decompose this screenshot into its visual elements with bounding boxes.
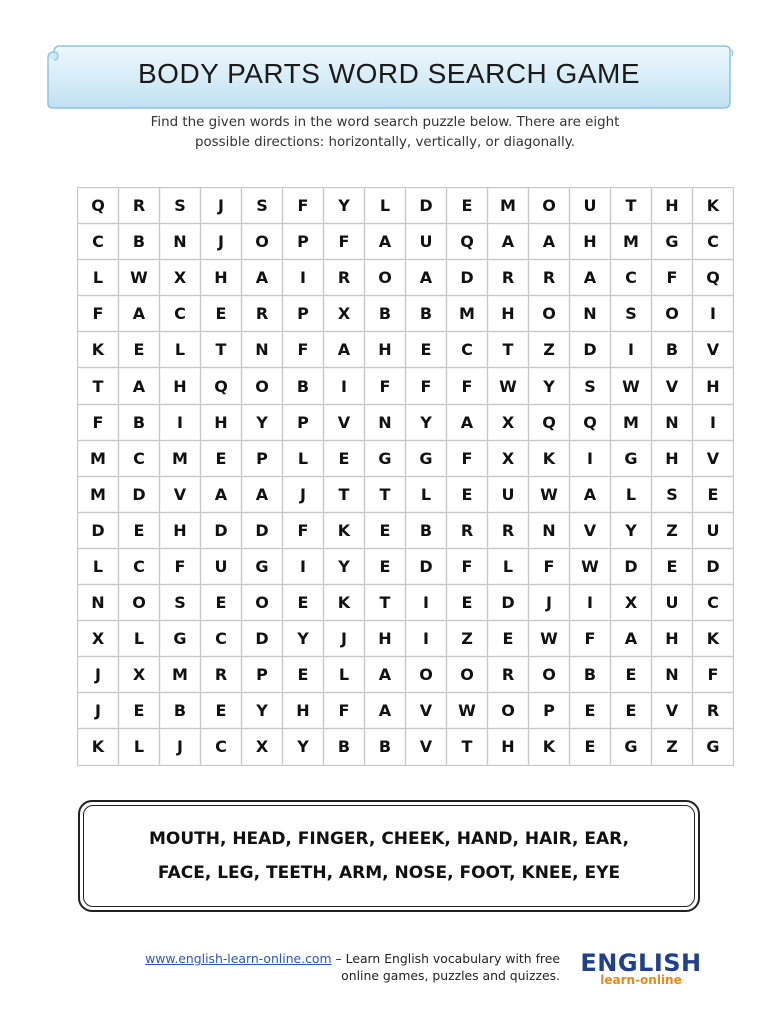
grid-cell: R bbox=[488, 512, 529, 548]
grid-cell: K bbox=[693, 621, 734, 657]
grid-cell: B bbox=[160, 693, 201, 729]
grid-cell: S bbox=[160, 188, 201, 224]
grid-cell: V bbox=[160, 476, 201, 512]
grid-cell: L bbox=[160, 332, 201, 368]
grid-cell: H bbox=[693, 368, 734, 404]
grid-cell: Q bbox=[78, 188, 119, 224]
grid-cell: W bbox=[119, 260, 160, 296]
grid-cell: B bbox=[652, 332, 693, 368]
grid-cell: B bbox=[119, 404, 160, 440]
grid-cell: Y bbox=[242, 693, 283, 729]
grid-cell: H bbox=[160, 368, 201, 404]
grid-row bbox=[78, 224, 734, 260]
grid-cell: M bbox=[160, 440, 201, 476]
word-list-box bbox=[78, 800, 700, 912]
grid-cell: D bbox=[242, 621, 283, 657]
grid-cell: H bbox=[488, 296, 529, 332]
grid-cell: O bbox=[447, 657, 488, 693]
grid-cell: W bbox=[611, 368, 652, 404]
grid-cell: X bbox=[488, 440, 529, 476]
grid-cell: U bbox=[693, 512, 734, 548]
grid-cell: E bbox=[201, 693, 242, 729]
grid-cell: F bbox=[529, 548, 570, 584]
grid-cell: E bbox=[201, 440, 242, 476]
grid-cell: O bbox=[652, 296, 693, 332]
grid-cell: R bbox=[529, 260, 570, 296]
grid-cell: X bbox=[611, 585, 652, 621]
grid-cell: D bbox=[611, 548, 652, 584]
grid-cell: N bbox=[242, 332, 283, 368]
grid-cell: C bbox=[119, 548, 160, 584]
grid-cell: L bbox=[406, 476, 447, 512]
grid-cell: J bbox=[201, 188, 242, 224]
grid-cell: J bbox=[201, 224, 242, 260]
grid-cell: D bbox=[119, 476, 160, 512]
grid-cell: E bbox=[201, 585, 242, 621]
grid-cell: K bbox=[78, 729, 119, 765]
grid-cell: G bbox=[365, 440, 406, 476]
grid-cell: N bbox=[365, 404, 406, 440]
grid-cell: G bbox=[611, 729, 652, 765]
grid-cell: C bbox=[611, 260, 652, 296]
grid-cell: F bbox=[570, 621, 611, 657]
grid-cell: N bbox=[652, 657, 693, 693]
grid-cell: I bbox=[324, 368, 365, 404]
grid-cell: A bbox=[242, 260, 283, 296]
grid-cell: A bbox=[119, 368, 160, 404]
instructions-line-2: possible directions: horizontally, vertically, or diagonally. bbox=[194, 135, 576, 150]
grid-cell: T bbox=[324, 476, 365, 512]
grid-cell: E bbox=[570, 693, 611, 729]
grid-cell: A bbox=[570, 476, 611, 512]
grid-cell: A bbox=[201, 476, 242, 512]
grid-cell: R bbox=[693, 693, 734, 729]
grid-cell: E bbox=[447, 585, 488, 621]
grid-cell: L bbox=[78, 260, 119, 296]
grid-cell: M bbox=[488, 188, 529, 224]
grid-row bbox=[78, 476, 734, 512]
grid-cell: A bbox=[570, 260, 611, 296]
grid-cell: V bbox=[652, 693, 693, 729]
grid-cell: K bbox=[324, 585, 365, 621]
grid-cell: E bbox=[201, 296, 242, 332]
grid-row bbox=[78, 332, 734, 368]
grid-cell: I bbox=[611, 332, 652, 368]
grid-cell: E bbox=[119, 512, 160, 548]
grid-cell: E bbox=[324, 440, 365, 476]
grid-cell: V bbox=[406, 693, 447, 729]
grid-cell: T bbox=[611, 188, 652, 224]
grid-cell: I bbox=[570, 585, 611, 621]
grid-row bbox=[78, 260, 734, 296]
grid-cell: E bbox=[652, 548, 693, 584]
grid-cell: E bbox=[365, 548, 406, 584]
grid-cell: B bbox=[365, 296, 406, 332]
grid-cell: F bbox=[447, 368, 488, 404]
grid-cell: T bbox=[365, 585, 406, 621]
grid-row bbox=[78, 548, 734, 584]
grid-cell: C bbox=[119, 440, 160, 476]
grid-cell: X bbox=[242, 729, 283, 765]
title-banner bbox=[44, 44, 734, 110]
grid-cell: Y bbox=[324, 548, 365, 584]
grid-cell: T bbox=[201, 332, 242, 368]
grid-row bbox=[78, 621, 734, 657]
grid-cell: O bbox=[529, 188, 570, 224]
grid-cell: M bbox=[160, 657, 201, 693]
grid-cell: R bbox=[324, 260, 365, 296]
grid-cell: Y bbox=[242, 404, 283, 440]
grid-cell: E bbox=[447, 188, 488, 224]
grid-cell: H bbox=[570, 224, 611, 260]
grid-cell: E bbox=[611, 693, 652, 729]
grid-cell: W bbox=[570, 548, 611, 584]
grid-cell: T bbox=[488, 332, 529, 368]
grid-cell: E bbox=[447, 476, 488, 512]
grid-cell: D bbox=[201, 512, 242, 548]
grid-cell: R bbox=[242, 296, 283, 332]
grid-cell: R bbox=[119, 188, 160, 224]
grid-cell: R bbox=[488, 260, 529, 296]
grid-cell: D bbox=[570, 332, 611, 368]
grid-cell: Y bbox=[529, 368, 570, 404]
grid-cell: U bbox=[488, 476, 529, 512]
grid-cell: H bbox=[160, 512, 201, 548]
grid-cell: L bbox=[119, 729, 160, 765]
grid-cell: C bbox=[78, 224, 119, 260]
grid-cell: F bbox=[324, 693, 365, 729]
grid-cell: K bbox=[693, 188, 734, 224]
grid-cell: O bbox=[529, 296, 570, 332]
grid-cell: G bbox=[160, 621, 201, 657]
grid-cell: J bbox=[283, 476, 324, 512]
grid-cell: G bbox=[693, 729, 734, 765]
grid-cell: F bbox=[78, 296, 119, 332]
grid-cell: I bbox=[693, 296, 734, 332]
grid-cell: H bbox=[201, 260, 242, 296]
grid-cell: T bbox=[447, 729, 488, 765]
grid-cell: J bbox=[78, 693, 119, 729]
footer-line-1 bbox=[80, 950, 560, 967]
grid-cell: P bbox=[283, 224, 324, 260]
grid-cell: M bbox=[611, 224, 652, 260]
grid-cell: I bbox=[406, 585, 447, 621]
grid-cell: Q bbox=[529, 404, 570, 440]
grid-row bbox=[78, 729, 734, 765]
word-list-inner bbox=[83, 805, 695, 907]
grid-cell: L bbox=[611, 476, 652, 512]
grid-cell: E bbox=[119, 332, 160, 368]
grid-cell: P bbox=[529, 693, 570, 729]
grid-cell: B bbox=[406, 512, 447, 548]
website-link[interactable]: www.english-learn-online.com bbox=[145, 951, 332, 966]
grid-cell: Y bbox=[406, 404, 447, 440]
grid-cell: D bbox=[693, 548, 734, 584]
grid-row bbox=[78, 368, 734, 404]
grid-cell: Q bbox=[570, 404, 611, 440]
grid-cell: L bbox=[78, 548, 119, 584]
grid-cell: N bbox=[78, 585, 119, 621]
grid-cell: A bbox=[365, 224, 406, 260]
grid-cell: R bbox=[447, 512, 488, 548]
grid-cell: K bbox=[529, 440, 570, 476]
grid-cell: A bbox=[242, 476, 283, 512]
grid-cell: A bbox=[365, 693, 406, 729]
grid-row bbox=[78, 188, 734, 224]
grid-cell: R bbox=[488, 657, 529, 693]
grid-cell: N bbox=[529, 512, 570, 548]
grid-cell: I bbox=[283, 260, 324, 296]
grid-cell: U bbox=[652, 585, 693, 621]
grid-cell: V bbox=[406, 729, 447, 765]
grid-cell: G bbox=[406, 440, 447, 476]
grid-cell: F bbox=[283, 512, 324, 548]
grid-cell: J bbox=[160, 729, 201, 765]
grid-cell: N bbox=[160, 224, 201, 260]
grid-row bbox=[78, 657, 734, 693]
grid-cell: D bbox=[406, 188, 447, 224]
grid-cell: D bbox=[447, 260, 488, 296]
grid-cell: D bbox=[78, 512, 119, 548]
grid-cell: F bbox=[365, 368, 406, 404]
grid-cell: C bbox=[201, 729, 242, 765]
grid-cell: E bbox=[611, 657, 652, 693]
grid-cell: H bbox=[652, 188, 693, 224]
grid-cell: K bbox=[78, 332, 119, 368]
grid-cell: F bbox=[447, 440, 488, 476]
grid-cell: E bbox=[488, 621, 529, 657]
grid-row bbox=[78, 440, 734, 476]
grid-cell: M bbox=[447, 296, 488, 332]
grid-cell: V bbox=[693, 332, 734, 368]
grid-cell: E bbox=[570, 729, 611, 765]
grid-cell: C bbox=[160, 296, 201, 332]
grid-cell: A bbox=[611, 621, 652, 657]
grid-cell: U bbox=[406, 224, 447, 260]
grid-cell: J bbox=[324, 621, 365, 657]
grid-cell: Z bbox=[652, 512, 693, 548]
footer-line-2: online games, puzzles and quizzes. bbox=[341, 968, 560, 983]
grid-cell: H bbox=[365, 332, 406, 368]
grid-cell: X bbox=[488, 404, 529, 440]
grid-cell: A bbox=[324, 332, 365, 368]
grid-cell: L bbox=[488, 548, 529, 584]
grid-cell: V bbox=[693, 440, 734, 476]
grid-cell: A bbox=[406, 260, 447, 296]
grid-cell: Y bbox=[283, 621, 324, 657]
grid-cell: S bbox=[242, 188, 283, 224]
grid-cell: L bbox=[283, 440, 324, 476]
grid-cell: J bbox=[78, 657, 119, 693]
grid-row bbox=[78, 512, 734, 548]
grid-cell: H bbox=[283, 693, 324, 729]
grid-cell: F bbox=[406, 368, 447, 404]
grid-cell: A bbox=[529, 224, 570, 260]
grid-cell: O bbox=[406, 657, 447, 693]
grid-cell: O bbox=[242, 368, 283, 404]
grid-cell: N bbox=[652, 404, 693, 440]
grid-cell: T bbox=[78, 368, 119, 404]
grid-cell: S bbox=[652, 476, 693, 512]
grid-cell: E bbox=[365, 512, 406, 548]
grid-cell: C bbox=[201, 621, 242, 657]
grid-cell: F bbox=[447, 548, 488, 584]
grid-cell: B bbox=[570, 657, 611, 693]
grid-cell: S bbox=[570, 368, 611, 404]
grid-cell: W bbox=[488, 368, 529, 404]
grid-cell: W bbox=[529, 476, 570, 512]
grid-cell: T bbox=[365, 476, 406, 512]
grid-cell: A bbox=[119, 296, 160, 332]
grid-cell: F bbox=[283, 188, 324, 224]
instructions bbox=[90, 113, 680, 153]
grid-cell: L bbox=[119, 621, 160, 657]
english-learn-online-logo[interactable] bbox=[578, 950, 704, 990]
grid-cell: P bbox=[283, 404, 324, 440]
grid-row bbox=[78, 585, 734, 621]
grid-cell: A bbox=[365, 657, 406, 693]
footer bbox=[80, 950, 560, 984]
grid-cell: G bbox=[652, 224, 693, 260]
grid-cell: G bbox=[242, 548, 283, 584]
grid-cell: I bbox=[160, 404, 201, 440]
grid-cell: E bbox=[119, 693, 160, 729]
grid-cell: A bbox=[488, 224, 529, 260]
grid-row bbox=[78, 296, 734, 332]
grid-cell: B bbox=[119, 224, 160, 260]
grid-cell: H bbox=[652, 440, 693, 476]
word-list-line-1: MOUTH, HEAD, FINGER, CHEEK, HAND, HAIR, EAR, bbox=[148, 829, 630, 849]
grid-cell: O bbox=[242, 224, 283, 260]
grid-cell: Y bbox=[611, 512, 652, 548]
grid-cell: P bbox=[283, 296, 324, 332]
grid-cell: B bbox=[324, 729, 365, 765]
grid-cell: V bbox=[570, 512, 611, 548]
grid-cell: B bbox=[283, 368, 324, 404]
grid-cell: E bbox=[406, 332, 447, 368]
grid-cell: Q bbox=[447, 224, 488, 260]
grid-cell: E bbox=[283, 657, 324, 693]
grid-cell: G bbox=[611, 440, 652, 476]
logo-main-text: ENGLISH bbox=[580, 949, 702, 977]
grid-cell: B bbox=[365, 729, 406, 765]
grid-cell: H bbox=[365, 621, 406, 657]
grid-cell: O bbox=[365, 260, 406, 296]
grid-cell: D bbox=[488, 585, 529, 621]
grid-cell: K bbox=[324, 512, 365, 548]
grid-cell: M bbox=[611, 404, 652, 440]
grid-cell: Y bbox=[324, 188, 365, 224]
word-search-grid bbox=[77, 187, 734, 766]
grid-cell: Z bbox=[447, 621, 488, 657]
grid-cell: K bbox=[529, 729, 570, 765]
grid-cell: X bbox=[324, 296, 365, 332]
grid-cell: O bbox=[529, 657, 570, 693]
grid-cell: N bbox=[570, 296, 611, 332]
grid-cell: Q bbox=[201, 368, 242, 404]
grid-cell: F bbox=[160, 548, 201, 584]
grid-cell: H bbox=[652, 621, 693, 657]
footer-text-1: – Learn English vocabulary with free bbox=[331, 951, 560, 966]
grid-cell: C bbox=[693, 585, 734, 621]
grid-cell: F bbox=[652, 260, 693, 296]
grid-cell: D bbox=[406, 548, 447, 584]
grid-cell: F bbox=[283, 332, 324, 368]
grid-cell: L bbox=[324, 657, 365, 693]
grid-row bbox=[78, 693, 734, 729]
grid-cell: O bbox=[119, 585, 160, 621]
grid-cell: F bbox=[78, 404, 119, 440]
grid-cell: M bbox=[78, 476, 119, 512]
grid-cell: U bbox=[570, 188, 611, 224]
grid-cell: Y bbox=[283, 729, 324, 765]
grid-cell: Z bbox=[529, 332, 570, 368]
instructions-line-1: Find the given words in the word search puzzle below. There are eight bbox=[150, 115, 620, 130]
word-list-line-2: FACE, LEG, TEETH, ARM, NOSE, FOOT, KNEE, EYE bbox=[157, 863, 621, 883]
grid-cell: S bbox=[611, 296, 652, 332]
grid-cell: Z bbox=[652, 729, 693, 765]
grid-cell: Q bbox=[693, 260, 734, 296]
grid-cell: X bbox=[160, 260, 201, 296]
grid-cell: P bbox=[242, 440, 283, 476]
grid-cell: J bbox=[529, 585, 570, 621]
grid-cell: I bbox=[406, 621, 447, 657]
grid-cell: A bbox=[447, 404, 488, 440]
grid-cell: F bbox=[693, 657, 734, 693]
grid-cell: F bbox=[324, 224, 365, 260]
page-title: BODY PARTS WORD SEARCH GAME bbox=[137, 58, 641, 89]
grid-cell: I bbox=[283, 548, 324, 584]
grid-cell: O bbox=[488, 693, 529, 729]
grid-cell: E bbox=[283, 585, 324, 621]
grid-row bbox=[78, 404, 734, 440]
grid-cell: L bbox=[365, 188, 406, 224]
grid-cell: I bbox=[693, 404, 734, 440]
grid-cell: I bbox=[570, 440, 611, 476]
grid-cell: M bbox=[78, 440, 119, 476]
grid-cell: R bbox=[201, 657, 242, 693]
grid-cell: B bbox=[406, 296, 447, 332]
grid-cell: C bbox=[447, 332, 488, 368]
logo-sub-text: learn-online bbox=[600, 973, 682, 987]
grid-cell: P bbox=[242, 657, 283, 693]
grid-cell: X bbox=[78, 621, 119, 657]
grid-cell: U bbox=[201, 548, 242, 584]
grid-cell: V bbox=[652, 368, 693, 404]
grid-cell: S bbox=[160, 585, 201, 621]
grid-cell: E bbox=[693, 476, 734, 512]
grid-cell: H bbox=[488, 729, 529, 765]
grid-cell: O bbox=[242, 585, 283, 621]
grid-cell: X bbox=[119, 657, 160, 693]
grid-cell: V bbox=[324, 404, 365, 440]
grid-cell: C bbox=[693, 224, 734, 260]
grid-cell: W bbox=[447, 693, 488, 729]
grid-cell: H bbox=[201, 404, 242, 440]
grid-cell: W bbox=[529, 621, 570, 657]
grid-cell: D bbox=[242, 512, 283, 548]
